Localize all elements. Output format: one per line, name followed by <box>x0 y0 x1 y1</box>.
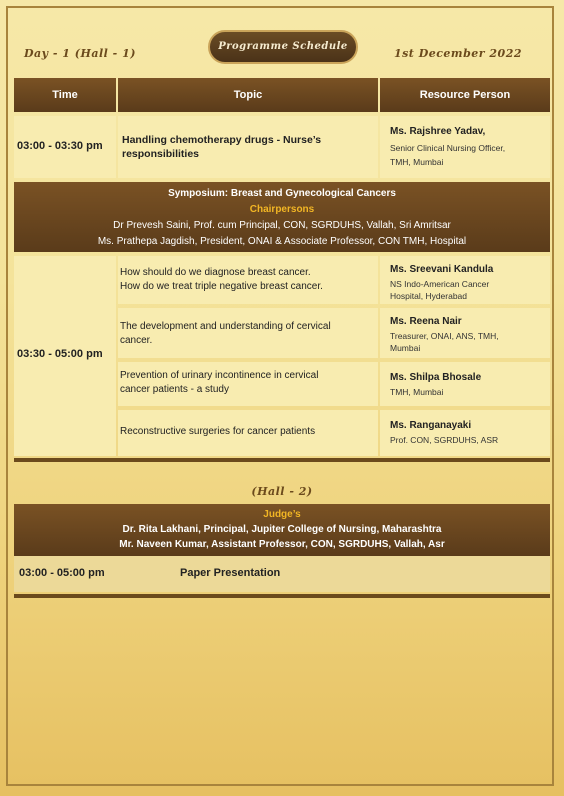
session-1-speaker-org-line-2: Hospital, Hyderabad <box>390 291 468 301</box>
hall-2-topic: Paper Presentation <box>180 567 281 579</box>
session-3-topic-line-1: Prevention of urinary incontinence in cervical <box>120 370 319 381</box>
chairperson-2: Ms. Prathepa Jagdish, President, ONAI & Associate Professor, CON TMH, Hospital <box>97 236 467 247</box>
session-3-topic-cell <box>118 362 378 406</box>
judges-banner <box>14 504 550 556</box>
section-divider <box>14 458 550 462</box>
session-1-topic-cell <box>118 256 378 304</box>
session-1-resource-cell <box>380 256 550 304</box>
session-2-speaker-name: Ms. Reena Nair <box>390 316 462 327</box>
session-4-topic-cell <box>118 410 378 456</box>
session-4-speaker-name: Ms. Ranganayaki <box>390 420 472 431</box>
column-header-time: Time <box>14 78 116 112</box>
date-label: 1st December 2022 <box>393 47 522 60</box>
symposium-time: 03:30 - 05:00 pm <box>17 348 103 360</box>
session-2-topic-line-2: cancer. <box>120 335 153 346</box>
judges-label: Judge’s <box>263 509 301 520</box>
session-3-speaker-org: TMH, Mumbai <box>390 387 444 397</box>
row-1-topic: Handling chemotherapy drugs - Nurse’s responsibilities <box>122 134 322 160</box>
row-1-speaker-designation: Senior Clinical Nursing Officer, <box>390 143 506 153</box>
session-3-resource-cell <box>380 362 550 406</box>
symposium-banner <box>14 182 550 252</box>
day-hall-label: Day - 1 (Hall - 1) <box>24 47 136 60</box>
session-2-speaker-org-line-2: Mumbai <box>390 343 421 353</box>
session-1-topic-line-1: How should do we diagnose breast cancer. <box>120 267 311 278</box>
row-1-speaker-org: TMH, Mumbai <box>390 157 444 167</box>
chairpersons-label: Chairpersons <box>249 204 315 215</box>
judge-2: Mr. Naveen Kumar, Assistant Professor, CON, SGRDUHS, Vallah, Asr <box>119 539 445 550</box>
session-2-topic-line-1: The development and understanding of cervical <box>120 321 331 332</box>
session-4-speaker-org: Prof. CON, SGRDUHS, ASR <box>390 435 499 445</box>
hall-2-row <box>14 556 550 592</box>
session-1-speaker-org-line-1: NS Indo-American Cancer <box>390 279 490 289</box>
hall-2-time: 03:00 - 05:00 pm <box>19 567 105 579</box>
symposium-title: Symposium: Breast and Gynecological Cancers <box>168 188 396 199</box>
hall-2-title: (Hall - 2) <box>251 485 313 498</box>
judge-1: Dr. Rita Lakhani, Principal, Jupiter College of Nursing, Maharashtra <box>122 524 442 535</box>
symposium-time-cell <box>14 256 116 456</box>
table-row-1-topic-cell <box>118 116 378 178</box>
bottom-divider <box>14 594 550 598</box>
row-1-speaker-name: Ms. Rajshree Yadav, <box>390 126 486 137</box>
session-3-speaker-name: Ms. Shilpa Bhosale <box>390 372 482 383</box>
column-header-topic: Topic <box>118 78 378 112</box>
session-1-speaker-name: Ms. Sreevani Kandula <box>390 264 494 275</box>
row-1-time: 03:00 - 03:30 pm <box>17 140 103 152</box>
column-header-resource-person: Resource Person <box>380 78 550 112</box>
chairperson-1: Dr Prevesh Saini, Prof. cum Principal, CON, SGRDUHS, Vallah, Sri Amritsar <box>113 220 451 231</box>
programme-schedule-title: Programme Schedule <box>208 30 358 64</box>
session-2-speaker-org-line-1: Treasurer, ONAI, ANS, TMH, <box>390 331 499 341</box>
session-1-topic-line-2: How do we treat triple negative breast cancer. <box>120 281 323 292</box>
session-2-resource-cell <box>380 308 550 358</box>
table-row-1-resource-cell <box>380 116 550 178</box>
table-row-1-time-cell <box>14 116 116 178</box>
session-4-topic: Reconstructive surgeries for cancer patients <box>120 426 316 437</box>
session-2-topic-cell <box>118 308 378 358</box>
session-3-topic-line-2: cancer patients - a study <box>120 384 229 395</box>
session-4-resource-cell <box>380 410 550 456</box>
